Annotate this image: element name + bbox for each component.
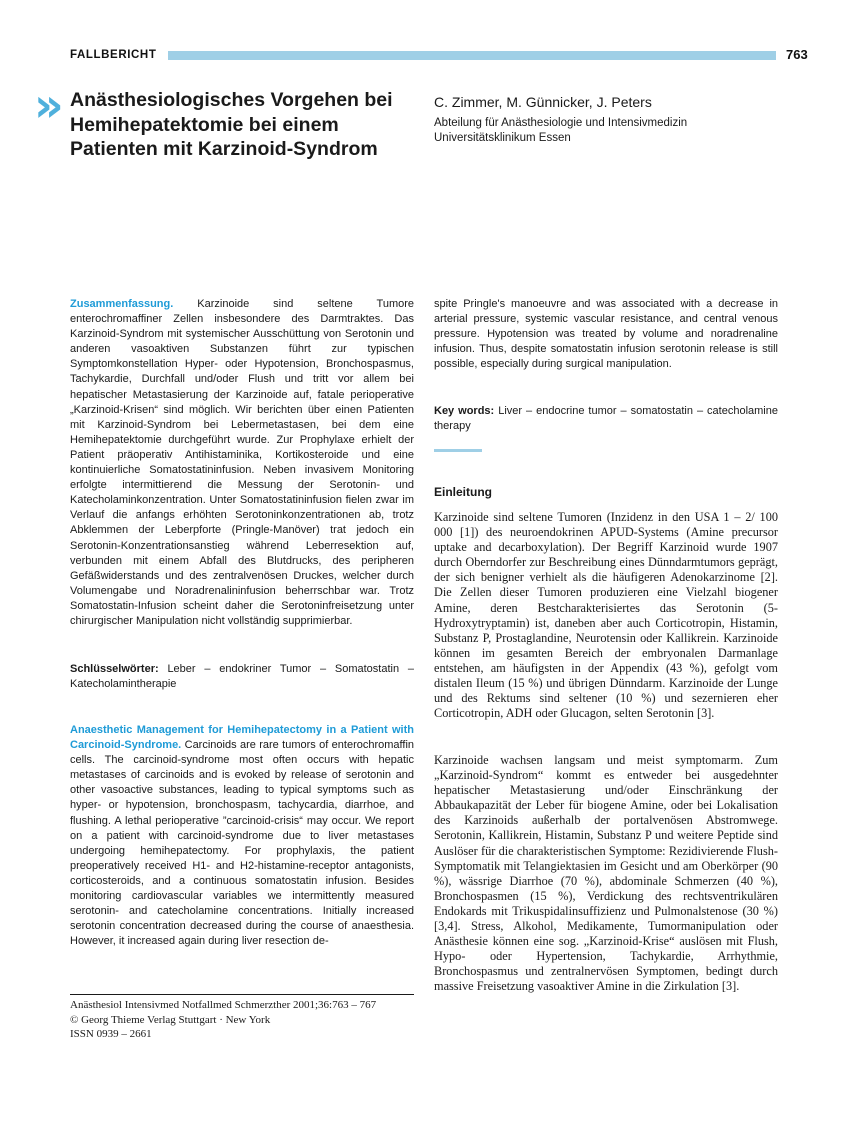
footer-publisher: © Georg Thieme Verlag Stuttgart · New York — [70, 1013, 271, 1026]
quote-mark-icon: » — [34, 78, 60, 132]
abstract-german-text: Karzinoide sind seltene Tumore enterochromaffiner Zellen insbesondere des Darmtraktes. Das Karzinoid-Syndrom mit systemischer Ausschüttung von Serotonin und anderen vasoaktiven Substanzen führt zur typischen Symptomkonstellation Hyper- oder Hypotension, Bronchospasmus, Tachykardie, Durchfall und/oder Flush und tritt vor allem bei hepatischer Metastasierung der Karzinoide auf, fatale perioperative „Karzinoid-Krisen“ sind möglich. Wir berichten über einen Patienten mit Karzinoid-Syndrom bei Lebermetastasen, bei dem eine Hemihepatektomie durchgeführt wurde. Zur Prophylaxe erhielt der Patient präoperativ Antihistaminika, Kortikosteroide und eine kontinuierliche Somatostatininfusion. Neben invasivem Monitoring erfolgte intermittierend die Messung der Serotonin- und Katecholaminkonzentration. Unter Somatostatininfusion fielen zwar im Verlauf die anfangs erhöhten Serotoninkonzentrationen ab, trotz Abklemmen der Leberpforte (Pringle-Manöver) trat jedoch ein Serotonin-Konzentrationsanstieg während Leberresektion auf, verbunden mit einem Abfall des Blutdrucks, des peripheren Gefäßwiderstands und des zentralvenösen Druckes, welcher durch Volumengabe und Noradrenalininfusion beherrschbar war. Trotz Somatostatin-Infusion scheint daher die Serotoninfreisetzung unter chirurgischer Manipulation nicht vollständig supprimierbar. — [70, 298, 414, 627]
abstract-english — [70, 723, 414, 949]
affiliation — [434, 116, 687, 146]
footer — [70, 998, 376, 1042]
intro-paragraph-1: Karzinoide sind seltene Tumoren (Inzidenz in den USA 1 – 2/ 100 000 [1]) des neuroendokrinen APUD-Systems (Amine precursor uptake and decarboxylation). Der Begriff Karzinoid wurde 1907 durch Oberndorfer zur Beschreibung eines Dünndarmtumors geprägt, der sich benigner verhielt als die häufigeren Adenokarzinome [2]. Die Zellen dieser Tumoren produzieren eine Vielzahl biogener Amine, deren Bestcharakterisiertes das Serotonin (5-Hydroxytryptamin) ist, daneben aber auch Corticotropin, Histamin, Substanz P, Prostaglandine, Neurotensin oder Kallikrein. Karzinoide können im gesamten Bereich der embryonalen Darmanlage entstehen, am häufigsten in der Appendix (43 %), gefolgt vom distalen Ileum (15 %) und übrigen Dünndarm. Karzinoide der Lunge und des Rektums sind seltener (10 %) und sezernieren eher Corticotropin, ADH oder Glucagon, selten Serotonin [3]. — [434, 510, 778, 721]
keywords-german — [70, 662, 414, 692]
keywords-german-text: Leber – endokriner Tumor – Somatostatin – Katecholamintherapie — [70, 663, 414, 691]
footer-issn: ISSN 0939 – 2661 — [70, 1028, 152, 1041]
section-label: FALLBERICHT — [70, 49, 157, 61]
affiliation-line-1: Abteilung für Anästhesiologie und Intensivmedizin — [434, 117, 688, 129]
footer-citation: Anästhesiol Intensivmed Notfallmed Schmerzther 2001;36:763 – 767 — [70, 999, 377, 1011]
footer-rule — [70, 994, 414, 995]
header-bar — [168, 51, 776, 60]
authors: C. Zimmer, M. Günnicker, J. Peters — [434, 94, 652, 110]
abstract-english-text: Carcinoids are rare tumors of enterochromaffin cells. The carcinoid-syndrome most often occurs with hepatic metastases of carcinoids and is evoked by release of serotonin and other vasoactive substances, leading to typical symptoms such as hyper- or hypotension, bronchospasm, tachycardia, diarrhoe, and flushing. A lethal perioperative ”carcinoid-crisis“ may occur. We report on a patient with carcinoid-syndrome due to liver metastases undergoing hemihepatectomy. For prophylaxis, the patient preoperatively received H1- and H2-histamine-receptor antagonists, corticosteroids, and a continuous somatostatin infusion. Besides monitoring cardiovascular variables we intermittently measured serotonin- and catecholamine concentrations. Initially increased serotonin concentration decreased during the course of anaesthesia. However, it increased again during liver resection de- — [70, 739, 415, 948]
abstract-german-lead: Zusammenfassung. — [70, 298, 174, 310]
intro-heading: Einleitung — [434, 485, 492, 499]
keywords-german-label: Schlüsselwörter: — [70, 663, 159, 675]
abstract-english-continued: spite Pringle's manoeuvre and was associated with a decrease in arterial pressure, systemic vascular resistance, and central venous pressure. Hypotension was treated by volume and noradrenaline infusion. Thus, despite somatostatin infusion serotonin release is still possible, especially during surgical manipulation. — [434, 298, 778, 371]
keywords-english-text: Liver – endocrine tumor – somatostatin – catecholamine therapy — [434, 405, 778, 433]
keywords-english — [434, 404, 778, 434]
article-title: Anästhesiologisches Vorgehen bei Hemihepatektomie bei einem Patienten mit Karzinoid-Syndrom — [70, 89, 393, 160]
abstract-german — [70, 297, 414, 629]
abstract-english-lead: Anaesthetic Management for Hemihepatectomy in a Patient with Carcinoid-Syndrome. — [70, 724, 414, 752]
intro-paragraph-2: Karzinoide wachsen langsam und meist symptomarm. Zum „Karzinoid-Syndrom“ kommt es entweder bei ausgedehnter hepatischer Metastasierung und/oder Einschränkung der Abbaukapazität der Leber für biogene Amine, oder bei Lokalisation des Karzinoids außerhalb der portalvenösen Abstromwege. Serotonin, Kallikrein, Histamin, Substanz P und weitere Peptide sind Auslöser für die charakteristischen Symptome: Rezidivierende Flush-Symptomatik mit Telangiektasien im Gesicht und am Oberkörper (90 %), wässrige Diarrhoe (70 %), abdominale Schmerzen (40 %), Bronchospasmen (15 %), Verdickung des rechtsventrikulären Endokards mit Trikuspidalinsuffizienz und Pulmonalstenose (30 %) [3,4]. Stress, Alkohol, Medikamente, Tumormanipulation oder Anästhesie können eine sog. „Karzinoid-Krise“ auslösen mit Flush, Hypo- oder Hypertension, Tachykardie, Arrhythmie, Bronchospasmus und zentralnervösen Symptomen, bedingt durch massive Freisetzung vasoaktiver Amine in die Zirkulation [3]. — [434, 753, 778, 994]
keywords-english-label: Key words: — [434, 405, 495, 417]
affiliation-line-2: Universitätsklinikum Essen — [434, 132, 571, 144]
page-number: 763 — [786, 47, 808, 62]
section-divider — [434, 449, 482, 452]
